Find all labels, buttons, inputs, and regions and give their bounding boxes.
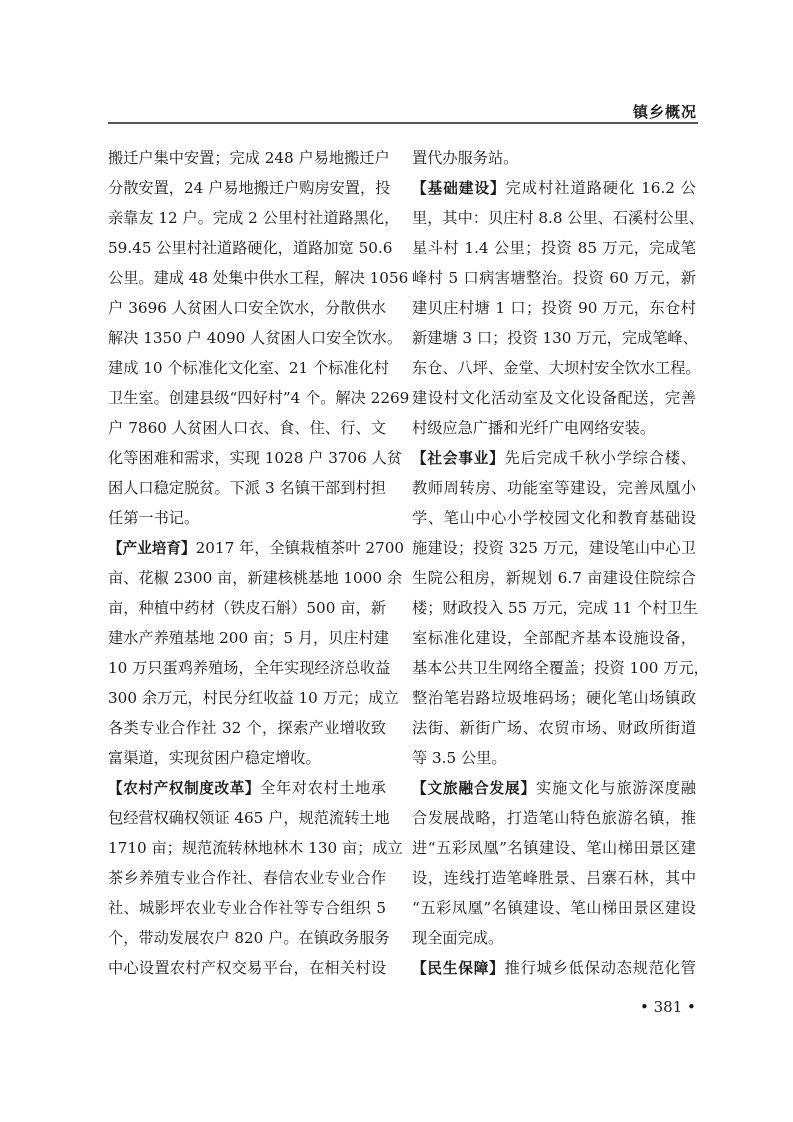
line-text: 1710 亩；规范流转林地林木 130 亩；成立 xyxy=(108,839,403,857)
line-text: 建贝庄村塘 1 口；投资 90 万元，东仓村 xyxy=(412,299,696,317)
text-line xyxy=(108,775,386,805)
text-line xyxy=(412,355,701,385)
text-line xyxy=(108,925,390,955)
section-heading: 【社会事业】 xyxy=(412,450,505,467)
text-line xyxy=(108,565,403,595)
line-text: 东仓、八坪、金堂、大坝村安全饮水工程。 xyxy=(412,359,701,377)
right-column xyxy=(412,145,709,985)
text-line xyxy=(108,295,386,325)
line-text: 室标准化建设，全部配齐基本设施设备， xyxy=(412,629,696,647)
line-text: 生院公租房，新规划 6.7 亩建设住院综合 xyxy=(412,569,696,587)
text-line xyxy=(412,235,696,265)
section-heading: 【农村产权制度改革】 xyxy=(108,780,261,797)
text-line xyxy=(412,865,696,895)
line-text: 户 7860 人贫困人口衣、食、住、行、文 xyxy=(108,419,386,437)
line-text: 各类专业合作社 32 个，探索产业增收致 xyxy=(108,719,386,737)
text-line xyxy=(108,235,393,265)
line-text: 建成 10 个标准化文化室、21 个标准化村 xyxy=(108,359,389,377)
line-text: 2017 年，全镇栽植茶叶 2700 xyxy=(195,539,405,557)
text-line xyxy=(412,745,696,775)
line-text: 10 万只蛋鸡养殖场，全年实现经济总收益 xyxy=(108,659,391,677)
text-line xyxy=(412,655,709,685)
text-line xyxy=(108,535,405,565)
line-text: 化等困难和需求，实现 1028 户 3706 人贫 xyxy=(108,449,403,467)
line-text: 分散安置，24 户易地搬迁户购房安置，投 xyxy=(108,179,391,197)
line-text: “五彩凤凰”名镇建设、笔山梯田景区建设 xyxy=(412,899,696,917)
line-text: 包经营权确权领证 465 户，规范流转土地 xyxy=(108,809,390,827)
line-text: 解决 1350 户 4090 人贫困人口安全饮水。 xyxy=(108,329,403,347)
text-line xyxy=(108,805,390,835)
line-text: 先后完成千秋小学综合楼、 xyxy=(504,449,696,467)
line-text: 进“五彩凤凰”名镇建设、笔山梯田景区建 xyxy=(412,839,696,857)
text-line xyxy=(412,565,696,595)
section-heading: 【基础建设】 xyxy=(412,180,506,197)
line-text: 中心设置农村产权交易平台，在相关村设 xyxy=(108,959,386,977)
line-text: 合发展战略，打造笔山特色旅游名镇，推 xyxy=(412,809,696,827)
section-heading: 【文旅融合发展】 xyxy=(412,780,536,797)
line-text: 新建塘 3 口；投资 130 万元，完成笔峰、 xyxy=(412,329,698,347)
text-line xyxy=(108,355,389,385)
text-line xyxy=(412,595,696,625)
line-text: 任第一书记。 xyxy=(108,509,200,527)
text-line xyxy=(412,895,696,925)
text-line xyxy=(108,505,386,535)
text-line xyxy=(412,775,696,805)
text-line xyxy=(412,925,696,955)
line-text: 星斗村 1.4 公里；投资 85 万元，完成笔 xyxy=(412,239,696,257)
line-text: 置代办服务站。 xyxy=(412,149,519,167)
line-text: 卫生室。创建县级“四好村”4 个。解决 2269 xyxy=(108,389,410,407)
line-text: 学、笔山中心小学校园文化和教育基础设 xyxy=(412,509,696,527)
page-number: • 381 • xyxy=(640,998,696,1016)
text-line xyxy=(412,505,696,535)
line-text: 实施文化与旅游深度融 xyxy=(535,779,696,797)
line-text: 个，带动发展农户 820 户。在镇政务服务 xyxy=(108,929,390,947)
line-text: 社、城影坪农业专业合作社等专合组织 5 xyxy=(108,899,386,917)
text-line xyxy=(108,895,386,925)
text-line xyxy=(412,805,696,835)
text-line xyxy=(108,475,386,505)
text-line xyxy=(412,415,696,445)
text-line xyxy=(412,955,696,985)
text-line xyxy=(108,415,386,445)
text-line xyxy=(412,325,696,355)
line-text: 困人口稳定脱贫。下派 3 名镇干部到村担 xyxy=(108,479,386,497)
line-text: 建水产养殖基地 200 亩；5 月，贝庄村建 xyxy=(108,629,389,647)
line-text: 整治笔岩路垃圾堆码场；硬化笔山场镇政 xyxy=(412,689,696,707)
text-line xyxy=(412,475,696,505)
text-line xyxy=(108,625,389,655)
text-line xyxy=(412,145,696,175)
section-heading: 【产业培育】 xyxy=(108,540,196,557)
line-text: 全年对农村土地承 xyxy=(260,779,386,797)
text-line xyxy=(108,655,391,685)
line-text: 户 3696 人贫困人口安全饮水，分散供水 xyxy=(108,299,386,317)
line-text: 设，连线打造笔峰胜景、吕寨石林，其中 xyxy=(412,869,696,887)
line-text: 楼；财政投入 55 万元，完成 11 个村卫生 xyxy=(412,599,698,617)
text-line xyxy=(412,205,704,235)
text-line xyxy=(412,175,696,205)
text-line xyxy=(412,295,696,325)
line-text: 完成村社道路硬化 16.2 公 xyxy=(505,179,696,197)
line-text: 搬迁户集中安置；完成 248 户易地搬迁户 xyxy=(108,149,390,167)
text-line xyxy=(108,955,386,985)
text-line xyxy=(108,175,391,205)
line-text: 峰村 5 口病害塘整治。投资 60 万元，新 xyxy=(412,269,696,287)
line-text: 教师周转房、功能室等建设，完善凤凰小 xyxy=(412,479,696,497)
text-line xyxy=(108,835,403,865)
text-line xyxy=(108,265,409,295)
running-head-title: 镇乡概况 xyxy=(632,103,697,121)
text-line xyxy=(108,445,403,475)
text-line xyxy=(412,835,696,865)
section-heading: 【民生保障】 xyxy=(412,960,505,977)
line-text: 亩、花椒 2300 亩，新建核桃基地 1000 余 xyxy=(108,569,403,587)
text-line xyxy=(108,595,386,625)
text-line xyxy=(108,865,386,895)
text-line xyxy=(412,715,696,745)
line-text: 300 余万元，村民分红收益 10 万元；成立 xyxy=(108,689,399,707)
text-line xyxy=(108,685,399,715)
line-text: 村级应急广播和光纤广电网络安装。 xyxy=(412,419,655,437)
text-line xyxy=(412,625,696,655)
line-text: 等 3.5 公里。 xyxy=(412,749,507,767)
line-text: 基本公共卫生网络全覆盖；投资 100 万元， xyxy=(412,659,709,677)
line-text: 59.45 公里村社道路硬化，道路加宽 50.6 xyxy=(108,239,393,257)
line-text: 施建设；投资 325 万元，建设笔山中心卫 xyxy=(412,539,696,557)
text-line xyxy=(108,745,386,775)
line-text: 公里。建成 48 处集中供水工程，解决 1056 xyxy=(108,269,409,287)
line-text: 现全面完成。 xyxy=(412,929,504,947)
line-text: 亲靠友 12 户。完成 2 公里村社道路黑化， xyxy=(108,209,400,227)
text-line xyxy=(108,715,386,745)
left-column xyxy=(108,145,410,985)
header-rule xyxy=(108,122,698,124)
line-text: 推行城乡低保动态规范化管 xyxy=(504,959,696,977)
text-line xyxy=(108,205,400,235)
line-text: 富渠道，实现贫困户稳定增收。 xyxy=(108,749,321,767)
text-line xyxy=(412,685,696,715)
text-line xyxy=(108,325,403,355)
text-line xyxy=(412,445,696,475)
text-line xyxy=(108,385,410,415)
text-line xyxy=(412,265,696,295)
text-line xyxy=(412,535,696,565)
line-text: 法街、新街广场、农贸市场、财政所街道 xyxy=(412,719,696,737)
line-text: 亩，种植中药材（铁皮石斛）500 亩，新 xyxy=(108,599,386,617)
line-text: 里，其中：贝庄村 8.8 公里、石溪村公里、 xyxy=(412,209,704,227)
text-line xyxy=(412,385,696,415)
text-line xyxy=(108,145,390,175)
line-text: 茶乡养殖专业合作社、春信农业专业合作 xyxy=(108,869,386,887)
line-text: 建设村文化活动室及文化设备配送，完善 xyxy=(412,389,696,407)
